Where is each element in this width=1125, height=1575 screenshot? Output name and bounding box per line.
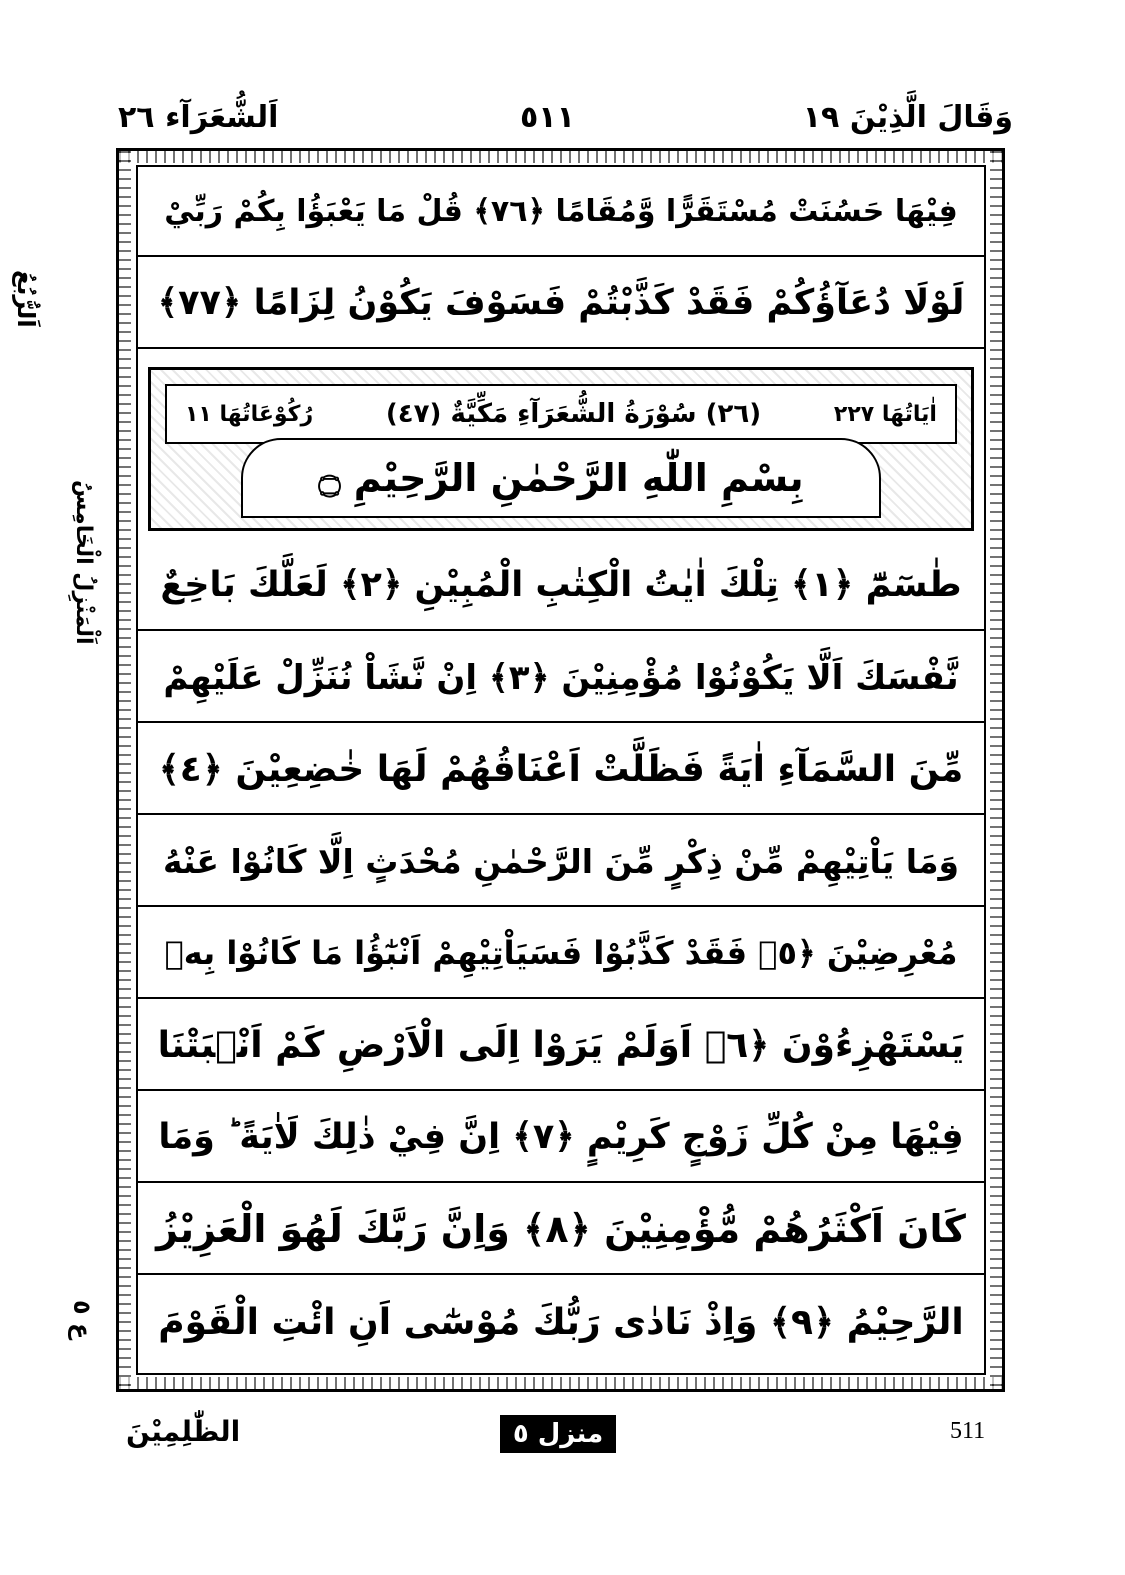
page-number-latin: 511	[950, 1418, 986, 1444]
text-line: نَّفْسَكَ اَلَّا يَكُوْنُوْا مُؤْمِنِيْنَ ﴿٣﴾ اِنْ نَّشَاْ نُنَزِّلْ عَلَيْهِمْ	[138, 633, 984, 723]
ruku-count-label: رُكُوْعَاتُهَا ١١	[185, 401, 314, 427]
frame-border-bottom	[119, 1377, 1002, 1389]
text-line: كَانَ اَكْثَرُهُمْ مُّؤْمِنِيْنَ ﴿٨﴾ وَاِنَّ رَبَّكَ لَهُوَ الْعَزِيْزُ	[138, 1185, 984, 1275]
bismillah: بِسْمِ اللّٰهِ الرَّحْمٰنِ الرَّحِيْمِ ۝	[241, 438, 881, 518]
page-number: ٥١١	[520, 100, 575, 135]
text-line: يَسْتَهْزِءُوْنَ ﴿٦﴾ اَوَلَمْ يَرَوْا اِلَى الْاَرْضِ كَمْ اَنْۢبَتْنَا	[138, 1001, 984, 1091]
margin-ruku-count: ع ٥	[68, 1300, 96, 1340]
text-line: وَمَا يَاْتِيْهِمْ مِّنْ ذِكْرٍ مِّنَ الرَّحْمٰنِ مُحْدَثٍ اِلَّا كَانُوْا عَنْهُ	[138, 817, 984, 907]
frame-border-left	[119, 151, 131, 1389]
frame-border-top	[119, 151, 1002, 163]
text-line: مُعْرِضِيْنَ ﴿٥﴾ فَقَدْ كَذَّبُوْا فَسَيَاْتِيْهِمْ اَنْبٰٓؤُا مَا كَانُوْا بِهٖ	[138, 909, 984, 999]
text-column	[136, 165, 986, 1375]
surah-heading: (٢٦) سُوْرَةُ الشُّعَرَآءِ مَكِّيَّةٌ (٤٧)	[385, 399, 762, 429]
juz-title: وَقَالَ الَّذِيْنَ ١٩	[802, 100, 1013, 135]
margin-manzil-note: اَلْمَنْزِلُ الْخَامِسُ	[71, 480, 96, 645]
surah-header-box	[148, 367, 974, 531]
text-line: فِيْهَا حَسُنَتْ مُسْتَقَرًّا وَّمُقَامًا ﴿٧٦﴾ قُلْ مَا يَعْبَؤُا بِكُمْ رَبِّيْ	[138, 167, 984, 257]
text-line: فِيْهَا مِنْ كُلِّ زَوْجٍ كَرِيْمٍ ﴿٧﴾ اِنَّ فِيْ ذٰلِكَ لَاٰيَةً ؕ وَمَا	[138, 1093, 984, 1183]
frame-border-right	[990, 151, 1002, 1389]
manzil-badge: منزل ٥	[500, 1415, 616, 1453]
text-line: الرَّحِيْمُ ﴿٩﴾ وَاِذْ نَادٰى رَبُّكَ مُوْسٰٓى اَنِ ائْتِ الْقَوْمَ	[158, 1301, 964, 1343]
text-line: طٰسٓمّٓ ﴿١﴾ تِلْكَ اٰيٰتُ الْكِتٰبِ الْمُبِيْنِ ﴿٢﴾ لَعَلَّكَ بَاخِعٌ	[138, 541, 984, 631]
surah-title: اَلشُّعَرَآء ٢٦	[118, 100, 279, 135]
surah-title-row	[165, 384, 957, 444]
margin-ruku-marker: اَلرُّبُعُ	[12, 270, 40, 328]
ayat-count-label: اٰيَاتُهَا ٢٢٧	[833, 401, 937, 427]
text-line: مِّنَ السَّمَآءِ اٰيَةً فَظَلَّتْ اَعْنَاقُهُمْ لَهَا خٰضِعِيْنَ ﴿٤﴾	[138, 725, 984, 815]
next-page-word: الظّٰلِمِيْنَ	[126, 1415, 241, 1448]
text-line: لَوْلَا دُعَآؤُكُمْ فَقَدْ كَذَّبْتُمْ فَسَوْفَ يَكُوْنُ لِزَامًا ﴿٧٧﴾	[138, 259, 984, 349]
